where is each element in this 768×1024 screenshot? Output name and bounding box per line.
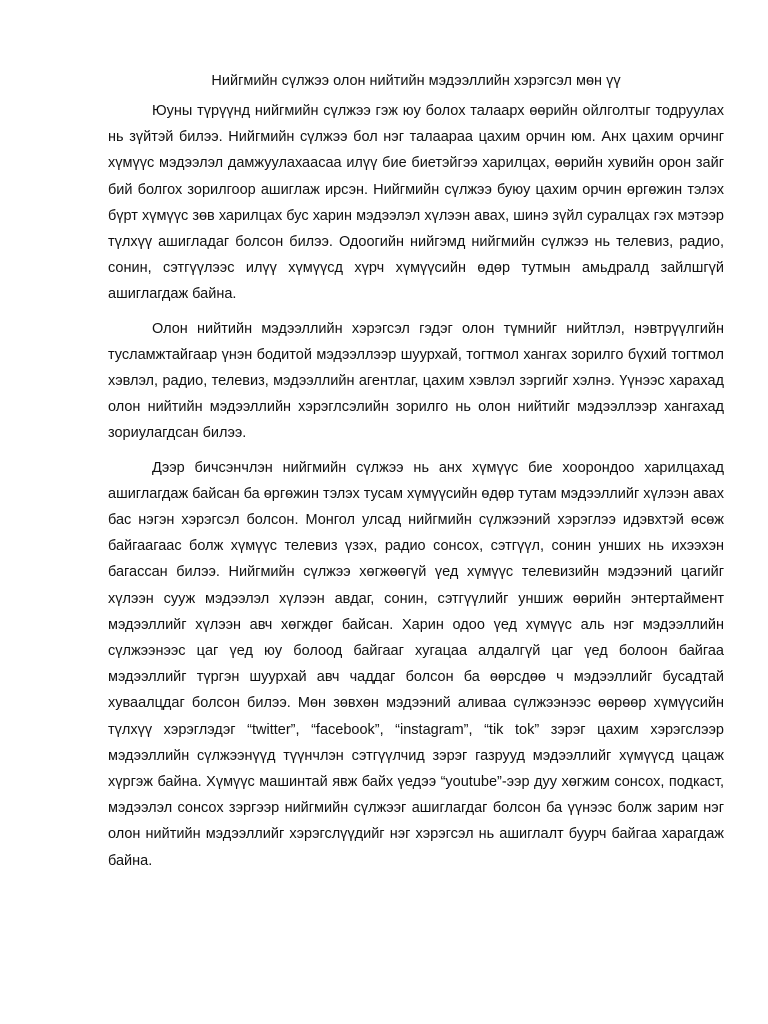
paragraph-1: Юуны түрүүнд нийгмийн сүлжээ гэж юу болох талаарх өөрийн ойлголтыг тодруулах нь зүйтэй билээ. Нийгмийн сүлжээ бол нэг талаараа цахим орчин юм. Анх цахим орчинг хүмүүс мэдээлэл дамжуулахаасаа илүү бие биетэйгээ харилцах, өөрийн хувийн орон зайг бий болгох зорилгоор ашиглаж ирсэн. Нийгмийн сүлжээ буюу цахим орчин өргөжин тэлэх бүрт хүмүүс зөв харилцах бус харин мэдээлэл хүлээн авах, шинэ зүйл суралцах гэх мэтээр түлхүү ашигладаг болсон билээ. Одоогийн нийгэмд нийгмийн сүлжээ нь телевиз, радио, сонин, сэтгүүлээс илүү хүмүүсд хүрч хүмүүсийн өдөр тутмын амьдралд зайлшгүй ашиглагдаж байна. [108, 103, 724, 303]
paragraph-2: Олон нийтийн мэдээллийн хэрэгсэл гэдэг олон түмнийг нийтлэл, нэвтрүүлгийн тусламжтайгаар үнэн бодитой мэдээллээр шуурхай, тогтмол хангах зорилго бүхий тогтмол хэвлэл, радио, телевиз, мэдээллийн агентлаг, цахим хэвлэл зэргийг хэлнэ. Үүнээс харахад олон нийтийн мэдээллийн хэрэглсэлийн зорилго нь олон нийтийг мэдээллээр хангахад зориулагдсан билээ. [108, 320, 724, 442]
document-page [108, 68, 724, 882]
paragraph-3: Дээр бичсэнчлэн нийгмийн сүлжээ нь анх хүмүүс бие хоорондоо харилцахад ашиглагдаж байсан ба өргөжин тэлэх тусам хүмүүсийн өдөр тутам мэдээллийг хүлээн авах бас нэгэн хэрэгсэл болсон. Монгол улсад нийгмийн сүлжээний хэрэглээ идэвхтэй өсөж байгаагаас болж хүмүүс телевиз үзэх, радио сонсох, сэтгүүл, сонин унших нь ихээхэн багассан билээ. Нийгмийн сүлжээ хөгжөөгүй үед хүмүүс телевизийн мэдээний цагийг хүлээн сууж мэдээлэл хүлээн авдаг, сонин, сэтгүүлийг уншиж өөрийн энтертаймент мэдээллийг хүлээн авч хөгждөг байсан. Харин одоо үед хүмүүс аль нэг мэдээллийн сүлжээнээс цаг үед юу болоод байгааг хугацаа алдалгүй цаг үед болоон байгаа мэдээллийг түргэн шуурхай авч чаддаг болсон ба өөрсдөө ч мэдээллийг бусадтай хуваалцдаг болсон билээ. Мөн зөвхөн мэдээний аливаа сүлжээнээс өөрөөр хүмүүсийн түлхүү хэрэглэдэг “twitter”, “facebook”, “instagram”, “tik tok” зэрэг цахим хэрэгслээр мэдээллийн сүлжээнүүд түүнчлэн сэтгүүлчид зэрэг газрууд мэдээллийг хүмүүсд цацаж хүргэж байна. Хүмүүс машинтай явж байх үедээ “youtube”-ээр дуу хөгжим сонсох, подкаст, мэдээлэл сонсох зэргээр нийгмийн сүлжээг ашиглагдаг болсон ба үүнээс болж зарим нэг олон нийтийн мэдээллийг хэрэгслүүдийг нэг хэрэгсэл нь ашиглалт буурч байгаа харагдаж байна. [108, 459, 724, 869]
document-title: Нийгмийн сүлжээ олон нийтийн мэдээллийн хэрэгсэл мөн үү [211, 73, 621, 89]
